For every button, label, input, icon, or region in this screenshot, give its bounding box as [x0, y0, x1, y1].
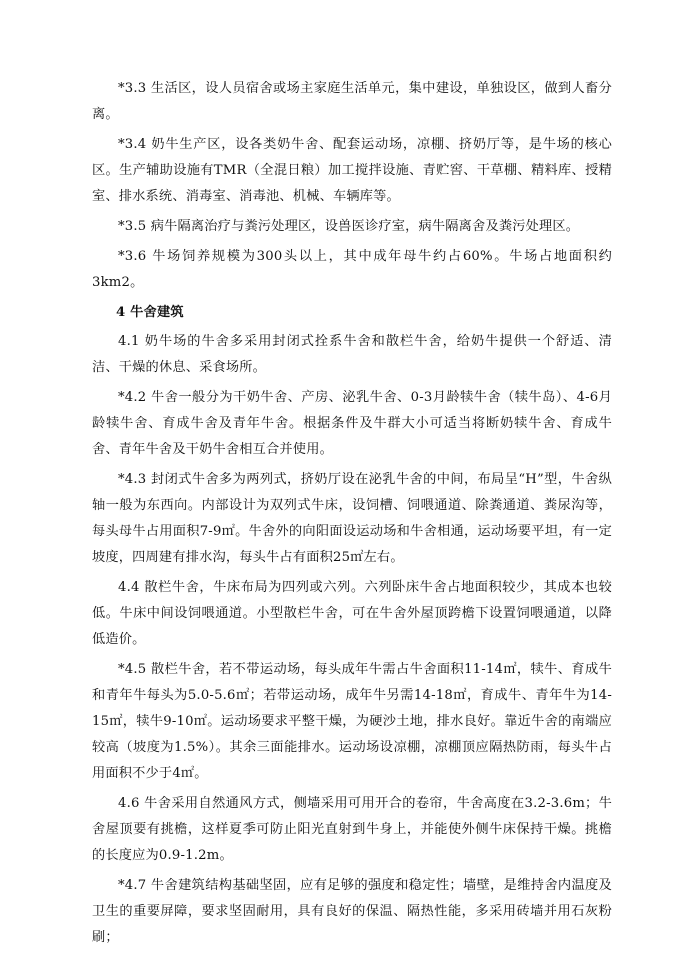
document-body — [92, 76, 612, 955]
paragraph-3-4: *3.4 奶牛生产区，设各类奶牛舍、配套运动场，凉棚、挤奶厅等，是牛场的核心区。生产辅助设施有TMR（全混日粮）加工搅拌设施、青贮窖、干草棚、精料库、授精室、排水系统、消毒室、消毒池、机械、车辆库等。 — [92, 137, 612, 204]
paragraph-4-1: 4.1 奶牛场的牛舍多采用封闭式拴系牛舍和散栏牛舍，给奶牛提供一个舒适、清洁、干燥的休息、采食场所。 — [92, 334, 612, 375]
paragraph-3-5: *3.5 病牛隔离治疗与粪污处理区，设兽医诊疗室，病牛隔离舍及粪污处理区。 — [118, 219, 580, 234]
paragraph-4-7: *4.7 牛舍建筑结构基础坚固，应有足够的强度和稳定性；墙壁，是维持舍内温度及卫生的重要屏障，要求坚固耐用，具有良好的保温、隔热性能，多采用砖墙并用石灰粉刷； — [92, 878, 612, 945]
paragraph-4-2: *4.2 牛舍一般分为干奶牛舍、产房、泌乳牛舍、0-3月龄犊牛舍（犊牛岛）、4-6月龄犊牛舍、育成牛舍及青年牛舍。根据条件及牛群大小可适当将断奶犊牛舍、育成牛舍、青年牛舍及干奶牛舍相互合并使用。 — [92, 390, 612, 457]
paragraph-4-6: 4.6 牛舍采用自然通风方式，侧墙采用可用开合的卷帘，牛舍高度在3.2-3.6m；牛舍屋顶要有挑檐，这样夏季可防止阳光直射到牛身上，并能使外侧牛床保持干燥。挑檐的长度应为0.9-1.2m。 — [92, 796, 612, 863]
paragraph-3-3: *3.3 生活区，设人员宿舍或场主家庭生活单元，集中建设，单独设区，做到人畜分离。 — [92, 81, 612, 122]
paragraph-4-3: *4.3 封闭式牛舍多为两列式，挤奶厅设在泌乳牛舍的中间，布局呈“H”型，牛舍纵轴一般为东西向。内部设计为双列式牛床，设饲槽、饲喂通道、除粪通道、粪尿沟等，每头母牛占用面积7-9㎡。牛舍外的向阳面设运动场和牛舍相通，运动场要平坦，有一定坡度，四周建有排水沟，每头牛占有面积25㎡左右。 — [92, 472, 612, 565]
paragraph-3-6: *3.6 牛场饲养规模为300头以上，其中成年母牛约占60%。牛场占地面积约3km2。 — [92, 249, 612, 290]
section-heading-4: 4 牛舍建筑 — [116, 305, 184, 320]
paragraph-4-4: 4.4 散栏牛舍，牛床布局为四列或六列。六列卧床牛舍占地面积较少，其成本也较低。牛床中间设饲喂通道。小型散栏牛舍，可在牛舍外屋顶跨檐下设置饲喂通道，以降低造价。 — [92, 580, 612, 647]
paragraph-4-5: *4.5 散栏牛舍，若不带运动场，每头成年牛需占牛舍面积11-14㎡，犊牛、育成牛和青年牛每头为5.0-5.6㎡；若带运动场，成年牛另需14-18㎡，育成牛、青年牛为14-15㎡，犊牛9-10㎡。运动场要求平整干燥，为硬沙土地，排水良好。靠近牛舍的南端应较高（坡度为1.5%）。其余三面能排水。运动场设凉棚，凉棚顶应隔热防雨，每头牛占用面积不少于4㎡。 — [92, 662, 612, 781]
